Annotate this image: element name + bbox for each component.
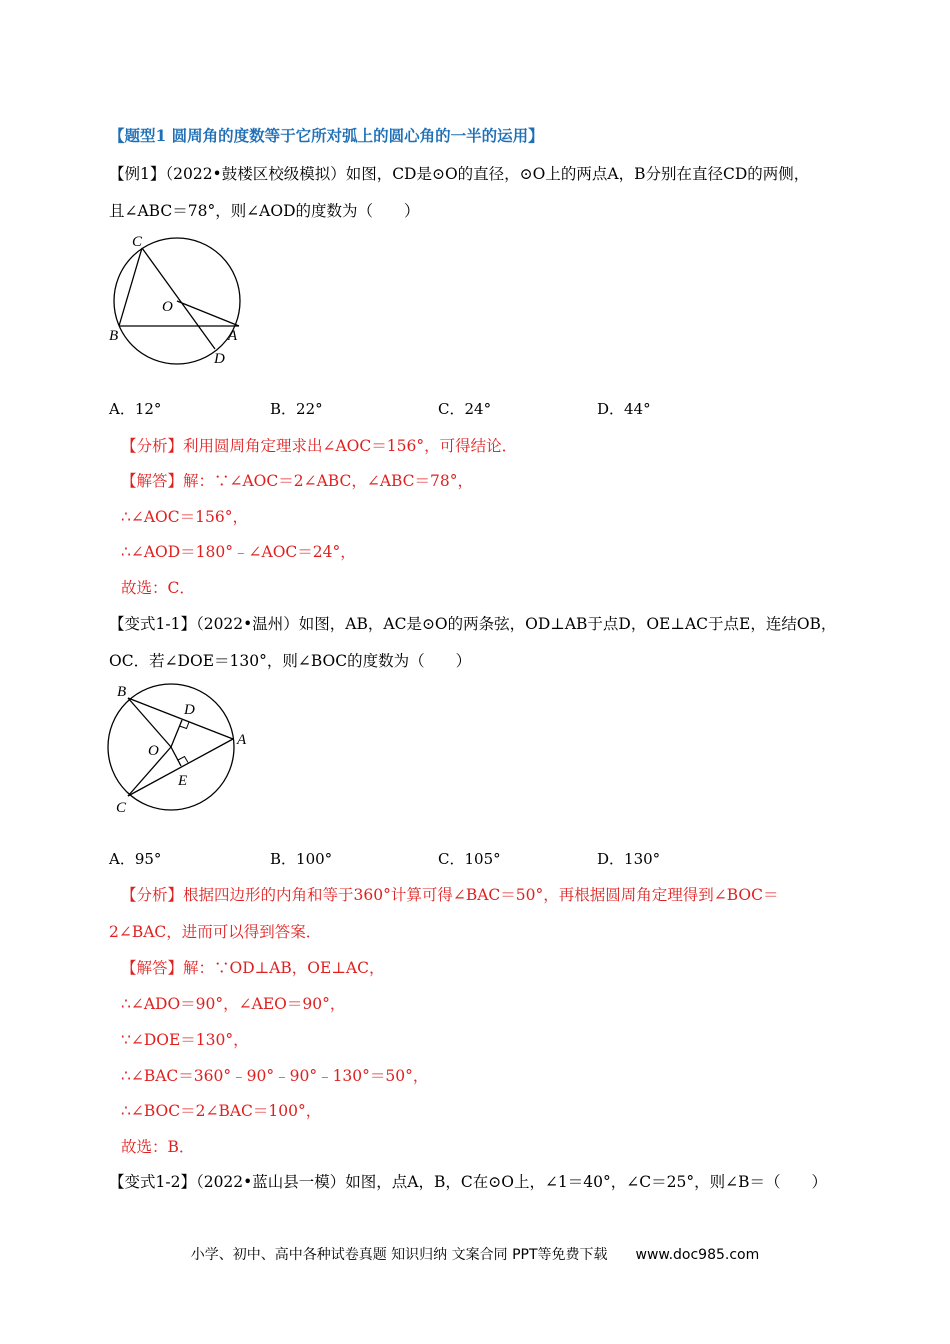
variant11-solution-2: ∴∠ADO＝90°，∠AEO＝90°，	[121, 995, 346, 1013]
variant11-option-a: A．95°	[109, 850, 162, 868]
label-o: O	[148, 743, 159, 759]
variant11-circle-figure	[100, 680, 260, 815]
variant11-solution-5: ∴∠BOC＝2∠BAC＝100°，	[121, 1102, 322, 1120]
segment-oe	[171, 747, 181, 766]
label-c: C	[116, 800, 127, 815]
example1-choice: 故选：C．	[121, 579, 195, 597]
example1-question-line1: 【例1】（2022•鼓楼区校级模拟）如图，CD是⊙O的直径，⊙O上的两点A，B分别在直径CD的两侧，	[109, 165, 810, 183]
example1-analysis: 【分析】利用圆周角定理求出∠AOC＝156°，可得结论．	[121, 437, 518, 455]
label-d: D	[184, 702, 195, 718]
right-angle-e	[178, 757, 188, 763]
example1-option-b: B．22°	[270, 400, 323, 418]
label-b: B	[109, 328, 119, 344]
variant12-question-line1: 【变式1-2】（2022•蓝山县一模）如图，点A，B，C在⊙O上，∠1＝40°，∠C＝25°，则∠B＝（ ）	[109, 1173, 827, 1191]
radius-oa	[177, 301, 239, 326]
label-a: A	[237, 732, 247, 748]
example1-solution-2: ∴∠AOC＝156°，	[121, 508, 248, 526]
diameter-cd	[142, 248, 215, 349]
label-o: O	[162, 299, 173, 315]
variant11-option-d: D．130°	[597, 850, 661, 868]
section-heading: 【题型1 圆周角的度数等于它所对弧上的圆心角的一半的运用】	[109, 126, 544, 145]
variant11-analysis-1: 【分析】根据四边形的内角和等于360°计算可得∠BAC＝50°，再根据圆周角定理得到∠BOC＝	[121, 886, 779, 904]
variant11-analysis-2: 2∠BAC，进而可以得到答案．	[109, 923, 322, 941]
variant11-question-line2: OC．若∠DOE＝130°，则∠BOC的度数为（ ）	[109, 652, 472, 670]
variant11-option-b: B．100°	[270, 850, 333, 868]
example1-solution-1: 【解答】解：∵∠AOC＝2∠ABC，∠ABC＝78°，	[121, 472, 474, 490]
label-d: D	[214, 351, 225, 367]
example1-solution-3: ∴∠AOD＝180°﹣∠AOC＝24°，	[121, 543, 356, 561]
label-c: C	[132, 234, 143, 250]
page-footer: 小学、初中、高中各种试卷真题 知识归纳 文案合同 PPT等免费下载 www.doc985.com	[190, 1247, 760, 1263]
variant11-solution-3: ∵∠DOE＝130°，	[121, 1031, 249, 1049]
segment-od	[171, 720, 182, 747]
label-b: B	[117, 684, 127, 700]
example1-circle-figure	[100, 228, 250, 373]
variant11-question-line1: 【变式1-1】（2022•温州）如图，AB，AC是⊙O的两条弦，OD⊥AB于点D，OE⊥AC于点E，连结OB，	[109, 615, 837, 633]
example1-option-c: C．24°	[438, 400, 492, 418]
example1-option-a: A．12°	[109, 400, 162, 418]
label-a: A	[228, 328, 238, 344]
example1-question-line2: 且∠ABC＝78°，则∠AOD的度数为（ ）	[109, 202, 420, 220]
label-e: E	[178, 773, 188, 789]
chord-cb	[119, 248, 142, 326]
variant11-solution-4: ∴∠BAC＝360°﹣90°﹣90°﹣130°＝50°，	[121, 1067, 429, 1085]
example1-option-d: D．44°	[597, 400, 651, 418]
variant11-choice: 故选：B．	[121, 1138, 195, 1156]
variant11-solution-1: 【解答】解：∵OD⊥AB，OE⊥AC，	[121, 959, 385, 977]
radius-ob	[128, 698, 171, 747]
variant11-option-c: C．105°	[438, 850, 501, 868]
